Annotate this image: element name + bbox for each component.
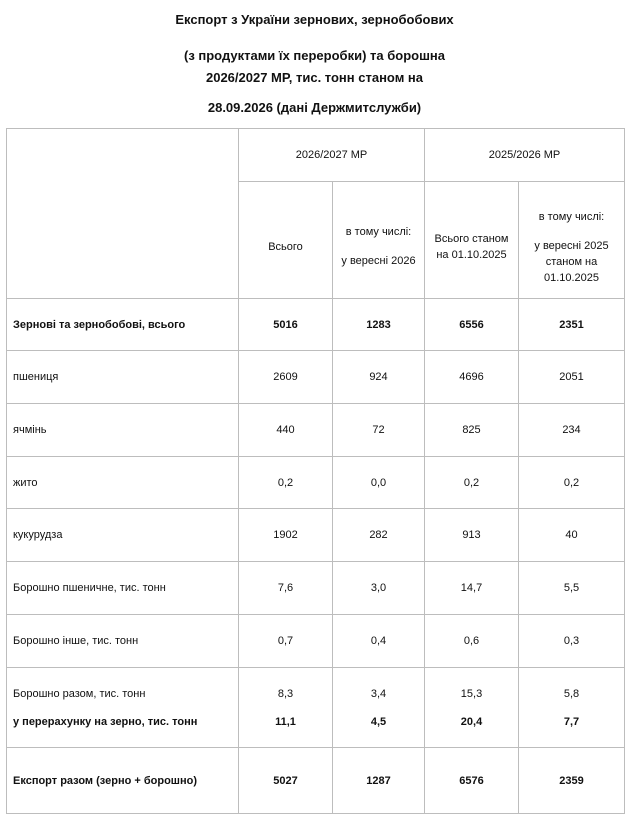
cell-value: 6556 [425, 299, 519, 351]
cell-value: 5,8 [563, 687, 580, 700]
flour-total-label-cell [7, 668, 239, 748]
row-label: Борошно пшеничне, тис. тонн [7, 562, 239, 615]
header-empty-cell [7, 129, 239, 299]
flour-total-cell [333, 668, 425, 748]
row-label: Борошно інше, тис. тонн [7, 615, 239, 668]
row-label: жито [7, 457, 239, 509]
flour-total-cell [239, 668, 333, 748]
flour-total-row [7, 668, 625, 748]
cell-value: 6576 [425, 748, 519, 814]
cell-value: 440 [239, 404, 333, 457]
flour-total-cell [425, 668, 519, 748]
cell-value: 4696 [425, 351, 519, 404]
table-row [7, 299, 625, 351]
cell-value: 40 [519, 509, 625, 562]
cell-value: 924 [333, 351, 425, 404]
export-total-row [7, 748, 625, 814]
title-line-1: Експорт з України зернових, зернобобових [175, 12, 454, 27]
flour-total-label: Борошно разом, тис. тонн [13, 687, 146, 700]
cell-value: 5,5 [519, 562, 625, 615]
table-row [7, 509, 625, 562]
export-table [6, 128, 625, 814]
header-col-total-prev: Всього станом на 01.10.2025 [425, 182, 519, 299]
table-row [7, 351, 625, 404]
header-col-total: Всього [239, 182, 333, 299]
title-line-2: (з продуктами їх переробки) та борошна [183, 48, 445, 63]
row-label: кукурудза [7, 509, 239, 562]
cell-value: 15,3 [460, 687, 483, 700]
cell-value: 1287 [333, 748, 425, 814]
cell-value: 0,2 [425, 457, 519, 509]
cell-value: 0,0 [333, 457, 425, 509]
grain-equivalent-label: у перерахунку на зерно, тис. тонн [13, 715, 198, 728]
cell-value: 2351 [519, 299, 625, 351]
header-col-incl: в тому числі: у вересні 2026 [333, 182, 425, 299]
cell-value: 2609 [239, 351, 333, 404]
cell-value: 234 [519, 404, 625, 457]
header-group-2025: 2025/2026 МР [425, 129, 625, 182]
cell-value: 1283 [333, 299, 425, 351]
cell-value: 3,0 [333, 562, 425, 615]
cell-value: 14,7 [425, 562, 519, 615]
cell-value: 282 [333, 509, 425, 562]
cell-value: 5016 [239, 299, 333, 351]
cell-value: 8,3 [277, 687, 294, 700]
flour-total-cell [519, 668, 625, 748]
cell-value: 0,2 [519, 457, 625, 509]
title-line-4: 28.09.2026 (дані Держмитслужби) [207, 100, 422, 115]
cell-value: 5027 [239, 748, 333, 814]
row-label: Зернові та зернобобові, всього [7, 299, 239, 351]
row-label: пшениця [7, 351, 239, 404]
header-group-2026: 2026/2027 МР [239, 129, 425, 182]
cell-value: 2359 [519, 748, 625, 814]
cell-value: 7,6 [239, 562, 333, 615]
cell-value: 4,5 [370, 715, 387, 728]
cell-value: 0,7 [239, 615, 333, 668]
cell-value: 825 [425, 404, 519, 457]
cell-value: 7,7 [563, 715, 580, 728]
title-line-3: 2026/2027 МР, тис. тонн станом на [205, 70, 423, 85]
header-col-incl-prev: в тому числі: у вересні 2025 станом на 01.10.2025 [519, 182, 625, 299]
cell-value: 20,4 [460, 715, 483, 728]
cell-value: 3,4 [370, 687, 387, 700]
cell-value: 0,4 [333, 615, 425, 668]
table-row [7, 404, 625, 457]
cell-value: 913 [425, 509, 519, 562]
table-row [7, 562, 625, 615]
row-label: ячмінь [7, 404, 239, 457]
table-row [7, 457, 625, 509]
cell-value: 11,1 [275, 715, 296, 728]
cell-value: 2051 [519, 351, 625, 404]
cell-value: 0,3 [519, 615, 625, 668]
cell-value: 0,2 [239, 457, 333, 509]
cell-value: 72 [333, 404, 425, 457]
cell-value: 0,6 [425, 615, 519, 668]
cell-value: 1902 [239, 509, 333, 562]
row-label: Експорт разом (зерно + борошно) [7, 748, 239, 814]
table-row [7, 615, 625, 668]
